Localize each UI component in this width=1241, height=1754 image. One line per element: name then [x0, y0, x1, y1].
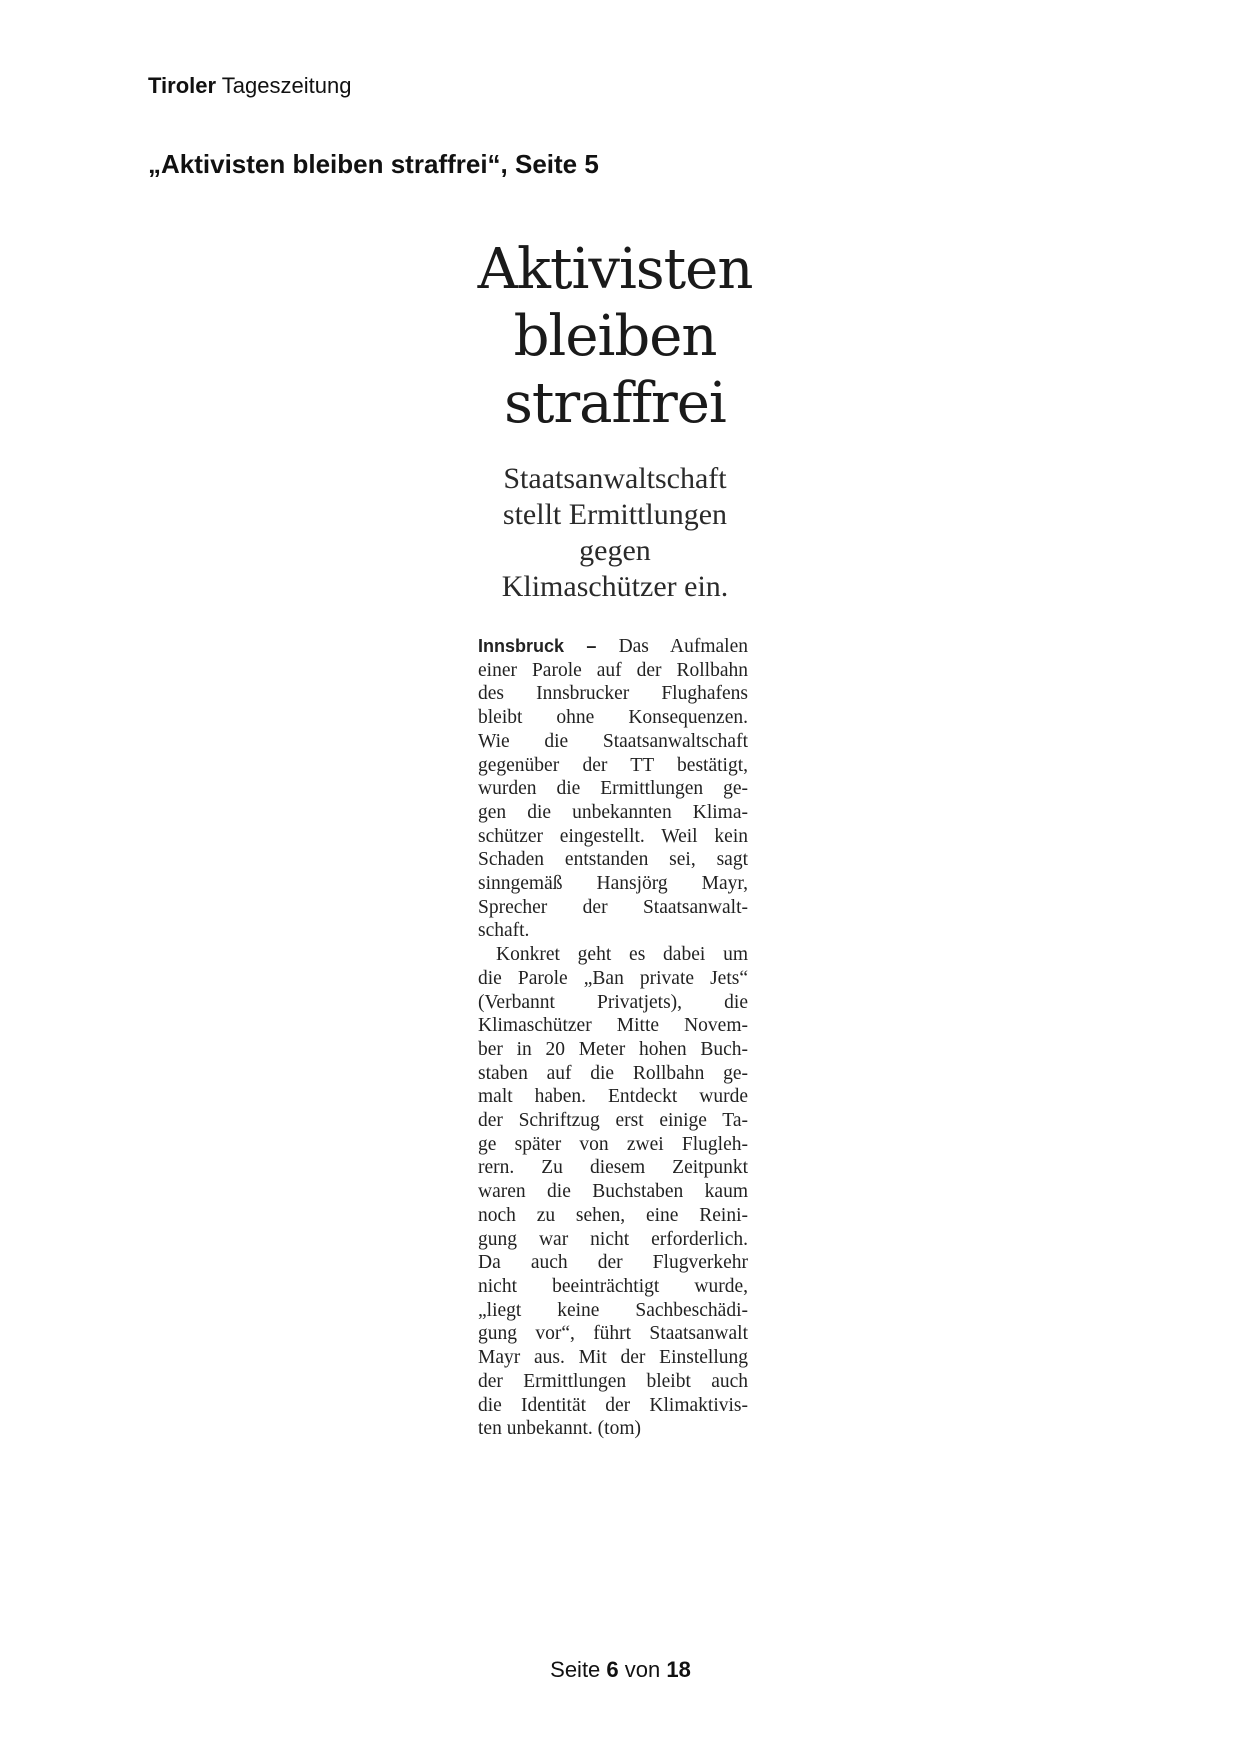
publication-name-rest: Tageszeitung: [216, 73, 352, 98]
article-body-line: „liegt keine Sachbeschädi-: [478, 1299, 748, 1321]
subheadline-line: gegen: [579, 534, 651, 567]
page-number: [0, 1656, 1241, 1684]
article-body-line: Da auch der Flugverkehr: [478, 1252, 748, 1274]
article-body-line: rern. Zu diesem Zeitpunkt: [478, 1157, 748, 1179]
article-body-line: ber in 20 Meter hohen Buch-: [478, 1038, 748, 1060]
headline-line: straffrei: [504, 371, 726, 436]
article-body-line: sinngemäß Hansjörg Mayr,: [478, 873, 748, 895]
article-body-line: malt haben. Entdeckt wurde: [478, 1086, 748, 1108]
article-body-line: gung war nicht erforderlich.: [478, 1228, 748, 1250]
article-body-line: schützer eingestellt. Weil kein: [478, 825, 748, 847]
dateline: Innsbruck –: [478, 636, 597, 656]
article-body-line: einer Parole auf der Rollbahn: [478, 659, 748, 681]
article-body: [478, 635, 748, 1441]
article-body-line: bleibt ohne Konsequenzen.: [478, 707, 748, 729]
article-body-line: Konkret geht es dabei um: [496, 944, 748, 966]
article-body-line: gung vor“, führt Staatsanwalt: [478, 1323, 748, 1345]
article-body-line: der Schriftzug erst einige Ta-: [478, 1110, 748, 1132]
page-number-mid: von: [618, 1657, 667, 1682]
article-body-line: (Verbannt Privatjets), die: [478, 991, 748, 1013]
article-body-line: ge später von zwei Flugleh-: [478, 1133, 748, 1155]
newspaper-clipping: [440, 236, 790, 1441]
article-body-line: Sprecher der Staatsanwalt-: [478, 896, 748, 918]
headline-line: bleiben: [513, 304, 717, 369]
article-body-line: Mayr aus. Mit der Einstellung: [478, 1347, 748, 1369]
article-body-line-text: Das Aufmalen: [596, 636, 748, 657]
publication-name-bold: Tiroler: [148, 73, 217, 98]
subheadline-line: Klimaschützer ein.: [501, 570, 729, 603]
article-body-line: nicht beeinträchtigt wurde,: [478, 1275, 748, 1297]
subheadline: [440, 461, 790, 605]
article-body-line: gen die unbekannten Klima-: [478, 801, 748, 823]
article-body-line: wurden die Ermittlungen ge-: [478, 778, 748, 800]
article-body-line: ten unbekannt. (tom): [478, 1418, 641, 1440]
article-body-line: waren die Buchstaben kaum: [478, 1181, 748, 1203]
subheadline-line: stellt Ermittlungen: [502, 498, 728, 531]
article-body-line: des Innsbrucker Flughafens: [478, 683, 748, 705]
article-body-line: Wie die Staatsanwaltschaft: [478, 730, 748, 752]
page-number-current: 6: [606, 1657, 619, 1682]
article-body-line: der Ermittlungen bleibt auch: [478, 1370, 748, 1392]
headline: [440, 236, 790, 437]
article-reference-heading: „Aktivisten bleiben straffrei“, Seite 5: [148, 149, 599, 179]
article-body-line: Klimaschützer Mitte Novem-: [478, 1015, 748, 1037]
article-body-line: die Identität der Klimaktivis-: [478, 1394, 748, 1416]
headline-line: Aktivisten: [477, 237, 753, 302]
article-body-line: staben auf die Rollbahn ge-: [478, 1062, 748, 1084]
article-body-line: Schaden entstanden sei, sagt: [478, 849, 748, 871]
article-body-line: schaft.: [478, 920, 530, 942]
article-body-line: die Parole „Ban private Jets“: [478, 967, 748, 989]
subheadline-line: Staatsanwaltschaft: [503, 462, 727, 495]
article-body-line: noch zu sehen, eine Reini-: [478, 1204, 748, 1226]
article-body-line: gegenüber der TT bestätigt,: [478, 754, 748, 776]
page-number-total: 18: [666, 1657, 691, 1682]
publication-name: [148, 72, 351, 100]
page-number-prefix: Seite: [550, 1657, 607, 1682]
article-body-line: [478, 635, 748, 659]
